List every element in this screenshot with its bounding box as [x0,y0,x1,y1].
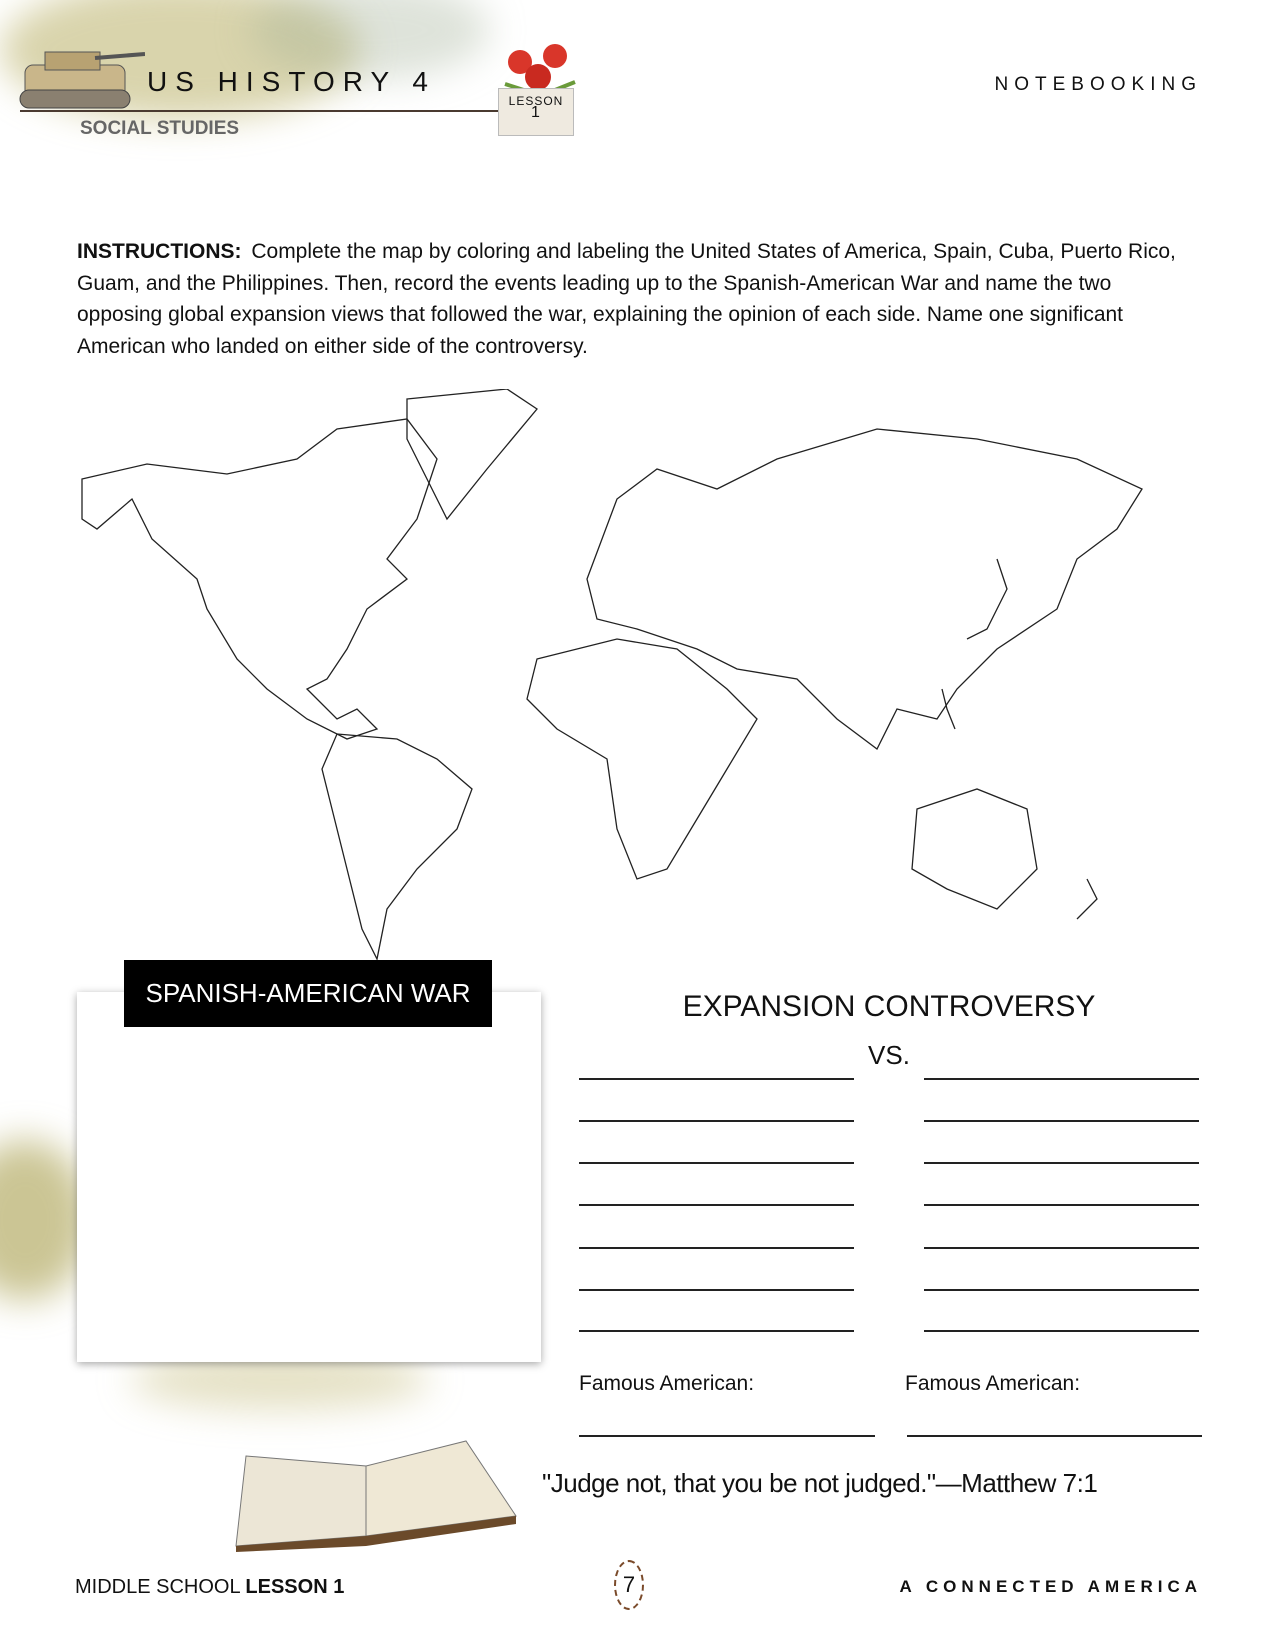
war-box-title: SPANISH-AMERICAN WAR [124,960,492,1027]
writing-line[interactable] [579,1330,854,1332]
europe-asia [587,429,1142,749]
instructions-text: Complete the map by coloring and labeling the United States of America, Spain, Cuba, Puerto Rico, Guam, and the Philippines. Then, record the events leading up to the Spanish-American War and name the two opposing global expansion views that followed the war, explaining the opinion of each side. Name one significant American who landed on either side of the controversy. [77,240,1176,358]
famous-american-left-line[interactable] [579,1435,875,1437]
lesson-label: LESSON [508,94,564,108]
poppy-icon [500,44,580,94]
writing-line[interactable] [579,1247,854,1249]
instructions-label: INSTRUCTIONS: [77,240,242,263]
lesson-badge [498,88,574,136]
header-divider [20,110,500,112]
world-map[interactable] [77,389,1202,969]
subject-label: SOCIAL STUDIES [80,118,240,139]
south-america [322,734,472,959]
writing-line[interactable] [924,1247,1199,1249]
vs-label: VS. [868,1040,910,1070]
japan [967,559,1007,639]
controversy-title: EXPANSION CONTROVERSY [682,990,1096,1023]
writing-line[interactable] [924,1120,1199,1122]
writing-line[interactable] [924,1330,1199,1332]
writing-line[interactable] [579,1078,854,1080]
greenland [407,389,537,519]
writing-line[interactable] [924,1078,1199,1080]
page-number: 7 [614,1560,644,1610]
war-notes-box[interactable] [77,992,541,1362]
famous-american-left-label: Famous American: [579,1372,755,1395]
footer-level-prefix: MIDDLE SCHOOL [75,1576,240,1598]
footer-level [75,1576,344,1599]
famous-american-right-line[interactable] [907,1435,1202,1437]
course-title: US HISTORY 4 [147,66,436,97]
writing-line[interactable] [924,1289,1199,1291]
africa [527,639,757,879]
tank-illustration [10,40,145,110]
bible-illustration [216,1436,521,1552]
writing-line[interactable] [579,1120,854,1122]
writing-line[interactable] [579,1289,854,1291]
footer-series: A CONNECTED AMERICA [899,1577,1202,1596]
north-america [82,419,437,739]
writing-line[interactable] [579,1162,854,1164]
section-label: NOTEBOOKING [994,74,1202,95]
australia [912,789,1037,909]
lesson-number: 1 [531,104,541,121]
footer-level-suffix: LESSON 1 [245,1576,345,1598]
writing-line[interactable] [579,1204,854,1206]
writing-line[interactable] [924,1162,1199,1164]
writing-line[interactable] [924,1204,1199,1206]
bible-quote: "Judge not, that you be not judged."—Matthew 7:1 [542,1468,1098,1498]
new-zealand [1077,879,1097,919]
instructions [77,236,1187,362]
famous-american-right-label: Famous American: [905,1372,1081,1395]
